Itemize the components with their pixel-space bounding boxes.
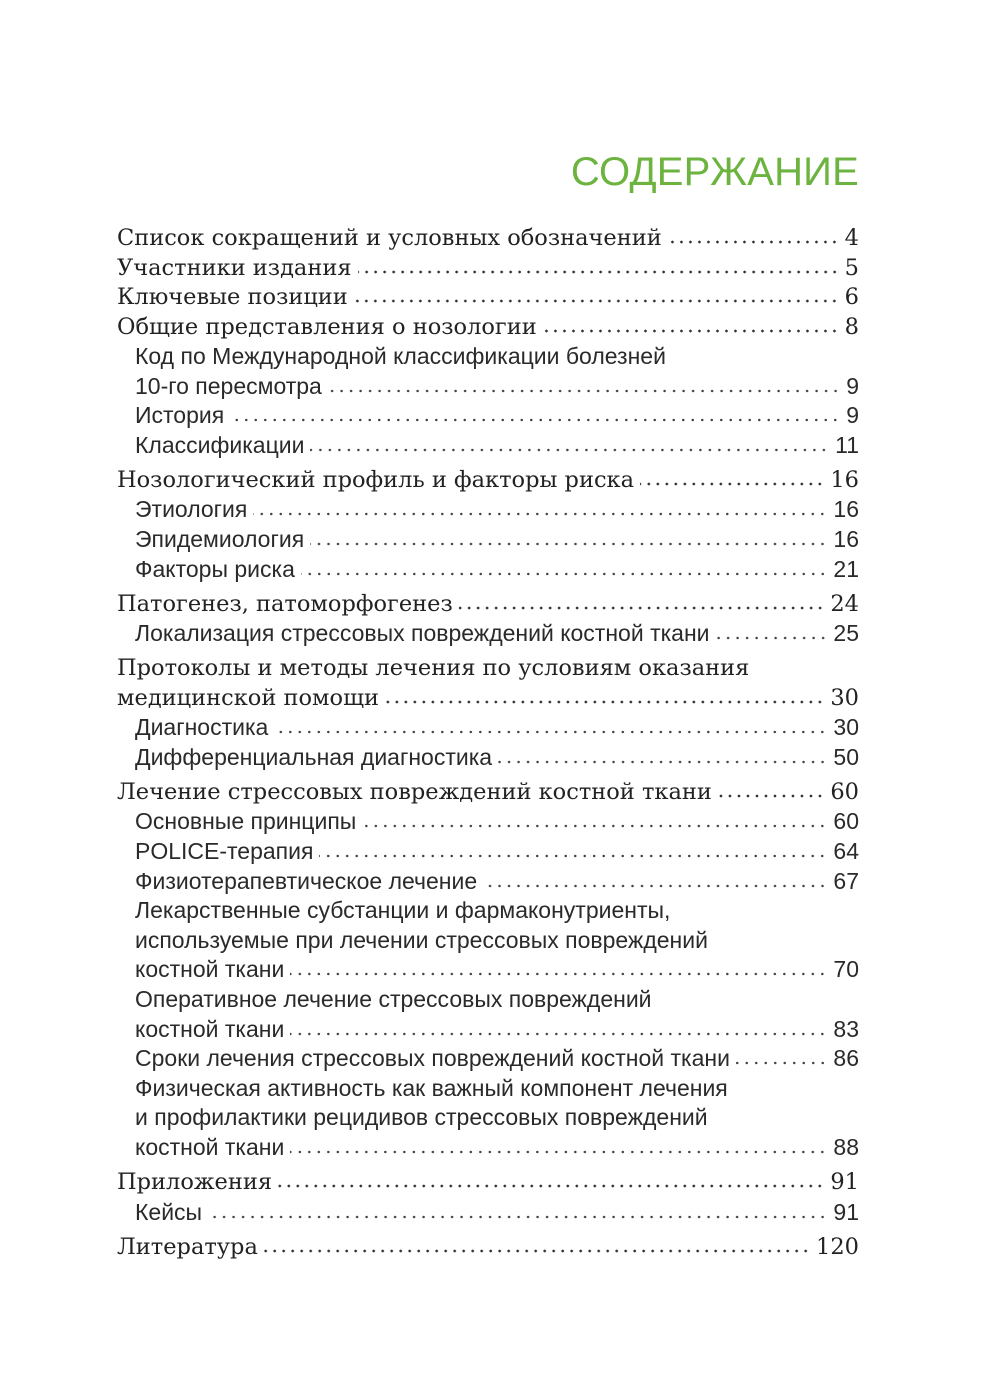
- toc-page-number: 83: [833, 1015, 859, 1042]
- toc-entry: [117, 224, 859, 254]
- toc-entry-title: Классификации: [135, 431, 305, 458]
- toc-subentry: [117, 342, 859, 372]
- toc-entry: [117, 590, 859, 620]
- toc-subentry: [117, 495, 859, 525]
- toc-entry-title: костной ткани: [135, 1133, 285, 1160]
- toc-entry: [117, 684, 859, 714]
- toc-entry-title: Кейсы: [135, 1198, 203, 1225]
- toc-page-number: 16: [830, 466, 859, 493]
- toc-entry-title: История: [135, 402, 225, 429]
- toc-subentry: [117, 525, 859, 555]
- toc-subentry: [117, 985, 859, 1015]
- toc-entry-title: Протоколы и методы лечения по условиям оказания: [117, 655, 750, 682]
- toc-page-number: 9: [846, 402, 859, 429]
- toc-page-number: 120: [816, 1233, 859, 1260]
- toc-entry: [117, 1233, 859, 1263]
- dot-leader: [274, 730, 827, 734]
- toc-page-number: 86: [833, 1045, 859, 1072]
- toc-page-number: 70: [833, 956, 859, 983]
- toc-entry-title: Ключевые позиции: [117, 284, 348, 310]
- toc-entry-title: Лекарственные субстанции и фармаконутриенты,: [135, 897, 671, 924]
- toc-page-number: 25: [833, 620, 859, 647]
- toc-entry-title: Физическая активность как важный компонент лечения: [135, 1074, 728, 1101]
- toc-entry: [117, 778, 859, 808]
- toc-page-number: 24: [830, 590, 859, 617]
- toc-subentry: [117, 837, 859, 867]
- toc-entry-title: Нозологический профиль и факторы риска: [117, 466, 635, 493]
- toc-subentry: [117, 372, 859, 402]
- dot-leader: [358, 270, 839, 274]
- toc-page-number: 91: [833, 1198, 859, 1225]
- dot-leader: [362, 824, 827, 828]
- toc-page-number: 16: [833, 525, 859, 552]
- toc-subentry: [117, 955, 859, 985]
- toc-entry-title: Оперативное лечение стрессовых повреждений: [135, 986, 652, 1012]
- toc-entry-title: Лечение стрессовых повреждений костной ткани: [117, 778, 712, 805]
- dot-leader: [498, 760, 827, 764]
- toc-page-number: 60: [833, 808, 859, 835]
- toc-subentry: [117, 1044, 859, 1074]
- dot-leader: [319, 854, 827, 858]
- toc-page-number: 60: [830, 778, 859, 805]
- dot-leader: [290, 972, 827, 976]
- toc-entry-title: Код по Международной классификации болезней: [135, 343, 666, 369]
- toc-subentry: [117, 1133, 859, 1163]
- toc-subentry: [117, 1015, 859, 1045]
- dot-leader: [208, 1215, 827, 1219]
- toc-entry-title: Основные принципы: [135, 808, 357, 835]
- dot-leader: [290, 1032, 827, 1036]
- toc-entry: [117, 254, 859, 284]
- toc-page-number: 30: [830, 684, 859, 711]
- toc-subentry: [117, 713, 859, 743]
- toc-entry-title: Локализация стрессовых повреждений костной ткани: [135, 620, 710, 647]
- toc-entry-title: Патогенез, патоморфогенез: [117, 590, 453, 617]
- toc-subentry: [117, 1198, 859, 1228]
- dot-leader: [253, 512, 827, 516]
- dot-leader: [716, 636, 828, 640]
- dot-leader: [718, 794, 824, 798]
- toc-subentry: [117, 867, 859, 897]
- dot-leader: [301, 572, 828, 576]
- dot-leader: [278, 1184, 824, 1188]
- toc-page-number: 5: [844, 254, 859, 281]
- toc-entry-title: POLICE-терапия: [135, 838, 314, 865]
- toc-entry-title: Физиотерапевтическое лечение: [135, 867, 478, 894]
- toc-entry-title: используемые при лечении стрессовых повреждений: [135, 926, 708, 953]
- toc-subentry: [117, 619, 859, 649]
- toc-entry-title: 10-го пересмотра: [135, 372, 322, 399]
- dot-leader: [354, 299, 839, 303]
- toc-page-number: 64: [833, 838, 859, 865]
- toc-subentry: [117, 896, 859, 926]
- toc-entry-title: костной ткани: [135, 1015, 285, 1042]
- toc-entry-title: Дифференциальная диагностика: [135, 743, 493, 770]
- dot-leader: [483, 884, 827, 888]
- toc-page-number: 6: [844, 284, 859, 310]
- dot-leader: [328, 389, 840, 393]
- toc-page-number: 88: [833, 1133, 859, 1160]
- toc-entry-title: медицинской помощи: [117, 684, 379, 711]
- toc-subentry: [117, 1074, 859, 1104]
- dot-leader: [459, 606, 825, 610]
- toc-page-number: 8: [844, 313, 859, 340]
- dot-leader: [310, 542, 827, 546]
- toc-entry: [117, 466, 859, 496]
- toc-page-number: 4: [844, 225, 859, 251]
- dot-leader: [264, 1249, 810, 1253]
- toc-entry-title: Факторы риска: [135, 555, 295, 582]
- page-title: СОДЕРЖАНИЕ: [570, 150, 859, 194]
- toc-entry: [117, 283, 859, 313]
- toc-page-number: 11: [835, 431, 859, 458]
- toc-subentry: [117, 401, 859, 431]
- toc-page-number: 16: [833, 496, 859, 523]
- dot-leader: [230, 418, 840, 422]
- toc-page-number: 21: [833, 555, 859, 582]
- toc-subentry: [117, 555, 859, 585]
- dot-leader: [668, 240, 839, 244]
- toc-page-number: 50: [833, 743, 859, 770]
- toc-entry-title: и профилактики рецидивов стрессовых повреждений: [135, 1104, 708, 1131]
- dot-leader: [736, 1061, 827, 1065]
- toc-entry-title: Список сокращений и условных обозначений: [117, 225, 662, 251]
- toc-entry-title: костной ткани: [135, 956, 285, 983]
- toc-entry: [117, 654, 859, 684]
- toc-entry-title: Этиология: [135, 496, 248, 523]
- table-of-contents: [117, 224, 859, 1262]
- toc-subentry: [117, 807, 859, 837]
- toc-page-number: 67: [833, 867, 859, 894]
- dot-leader: [543, 329, 839, 333]
- toc-entry-title: Литература: [117, 1233, 258, 1260]
- toc-entry: [117, 1168, 859, 1198]
- toc-entry: [117, 313, 859, 343]
- toc-entry-title: Участники издания: [117, 254, 352, 281]
- toc-subentry: [117, 743, 859, 773]
- toc-page-number: 9: [846, 372, 859, 399]
- dot-leader: [310, 448, 829, 452]
- toc-entry-title: Эпидемиология: [135, 525, 305, 552]
- dot-leader: [290, 1150, 827, 1154]
- toc-entry-title: Диагностика: [135, 714, 269, 741]
- dot-leader: [640, 482, 824, 486]
- toc-page-number: 30: [833, 714, 859, 741]
- toc-entry-title: Общие представления о нозологии: [117, 313, 537, 340]
- toc-entry-title: Сроки лечения стрессовых повреждений костной ткани: [135, 1045, 730, 1072]
- toc-subentry: [117, 1103, 859, 1133]
- toc-subentry: [117, 926, 859, 956]
- dot-leader: [385, 700, 824, 704]
- toc-page-number: 91: [830, 1169, 859, 1196]
- toc-entry-title: Приложения: [117, 1169, 273, 1196]
- toc-subentry: [117, 431, 859, 461]
